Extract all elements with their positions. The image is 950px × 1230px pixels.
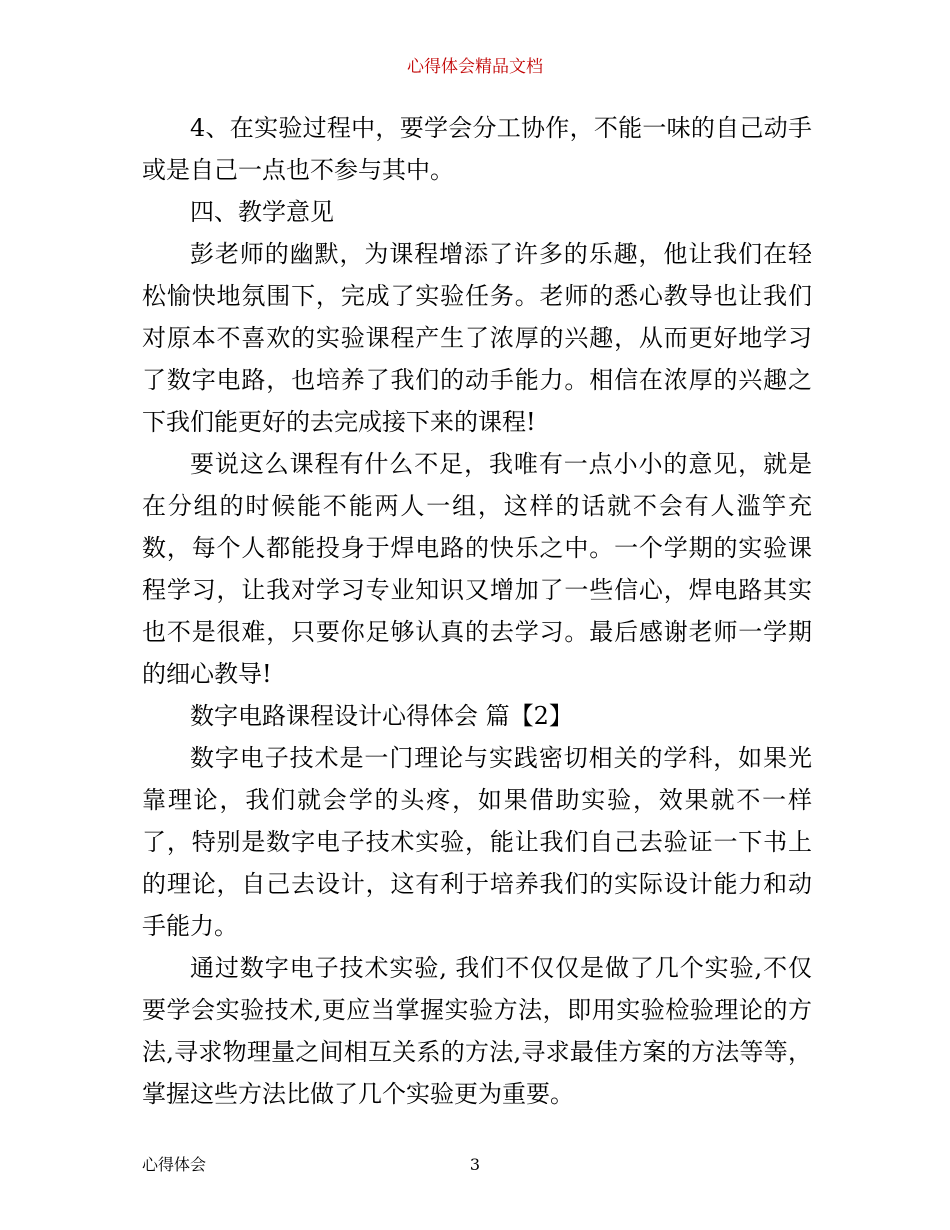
page-header-title: 心得体会精品文档 xyxy=(407,57,543,77)
page-number: 3 xyxy=(469,1155,481,1174)
paragraph-digital-tech-intro: 数字电子技术是一门理论与实践密切相关的学科，如果光靠理论，我们就会学的头疼，如果借助实验，效果就不一样了，特别是数字电子技术实验，能让我们自己去验证一下书上的理论，自己去设计，这有利于培养我们的实际设计能力和动手能力。 xyxy=(142,744,812,940)
paragraph-item-4: 4、在实验过程中，要学会分工协作，不能一味的自己动手或是自己一点也不参与其中。 xyxy=(142,114,812,184)
paragraph-suggestion: 要说这么课程有什么不足，我唯有一点小小的意见，就是在分组的时候能不能两人一组，这样的话就不会有人滥竽充数，每个人都能投身于焊电路的快乐之中。一个学期的实验课程学习，让我对学习专业知识又增加了一些信心，焊电路其实也不是很难，只要你足够认真的去学习。最后感谢老师一学期的细心教导! xyxy=(142,450,812,688)
paragraph-teacher-praise: 彭老师的幽默，为课程增添了许多的乐趣，他让我们在轻松愉快地氛围下，完成了实验任务。老师的悉心教导也让我们对原本不喜欢的实验课程产生了浓厚的兴趣，从而更好地学习了数字电路，也培养了我们的动手能力。相信在浓厚的兴趣之下我们能更好的去完成接下来的课程! xyxy=(142,240,812,436)
paragraph-experiment-methods: 通过数字电子技术实验, 我们不仅仅是做了几个实验,不仅要学会实验技术,更应当掌握实验方法，即用实验检验理论的方法,寻求物理量之间相互关系的方法,寻求最佳方案的方法等等，掌握这些方法比做了几个实验更为重要。 xyxy=(142,954,812,1108)
footer-label: 心得体会 xyxy=(142,1155,207,1174)
article-title-part-2: 数字电路课程设计心得体会 篇【2】 xyxy=(190,702,573,730)
section-heading-teaching-opinion: 四、教学意见 xyxy=(190,198,334,226)
document-body xyxy=(142,107,812,1115)
